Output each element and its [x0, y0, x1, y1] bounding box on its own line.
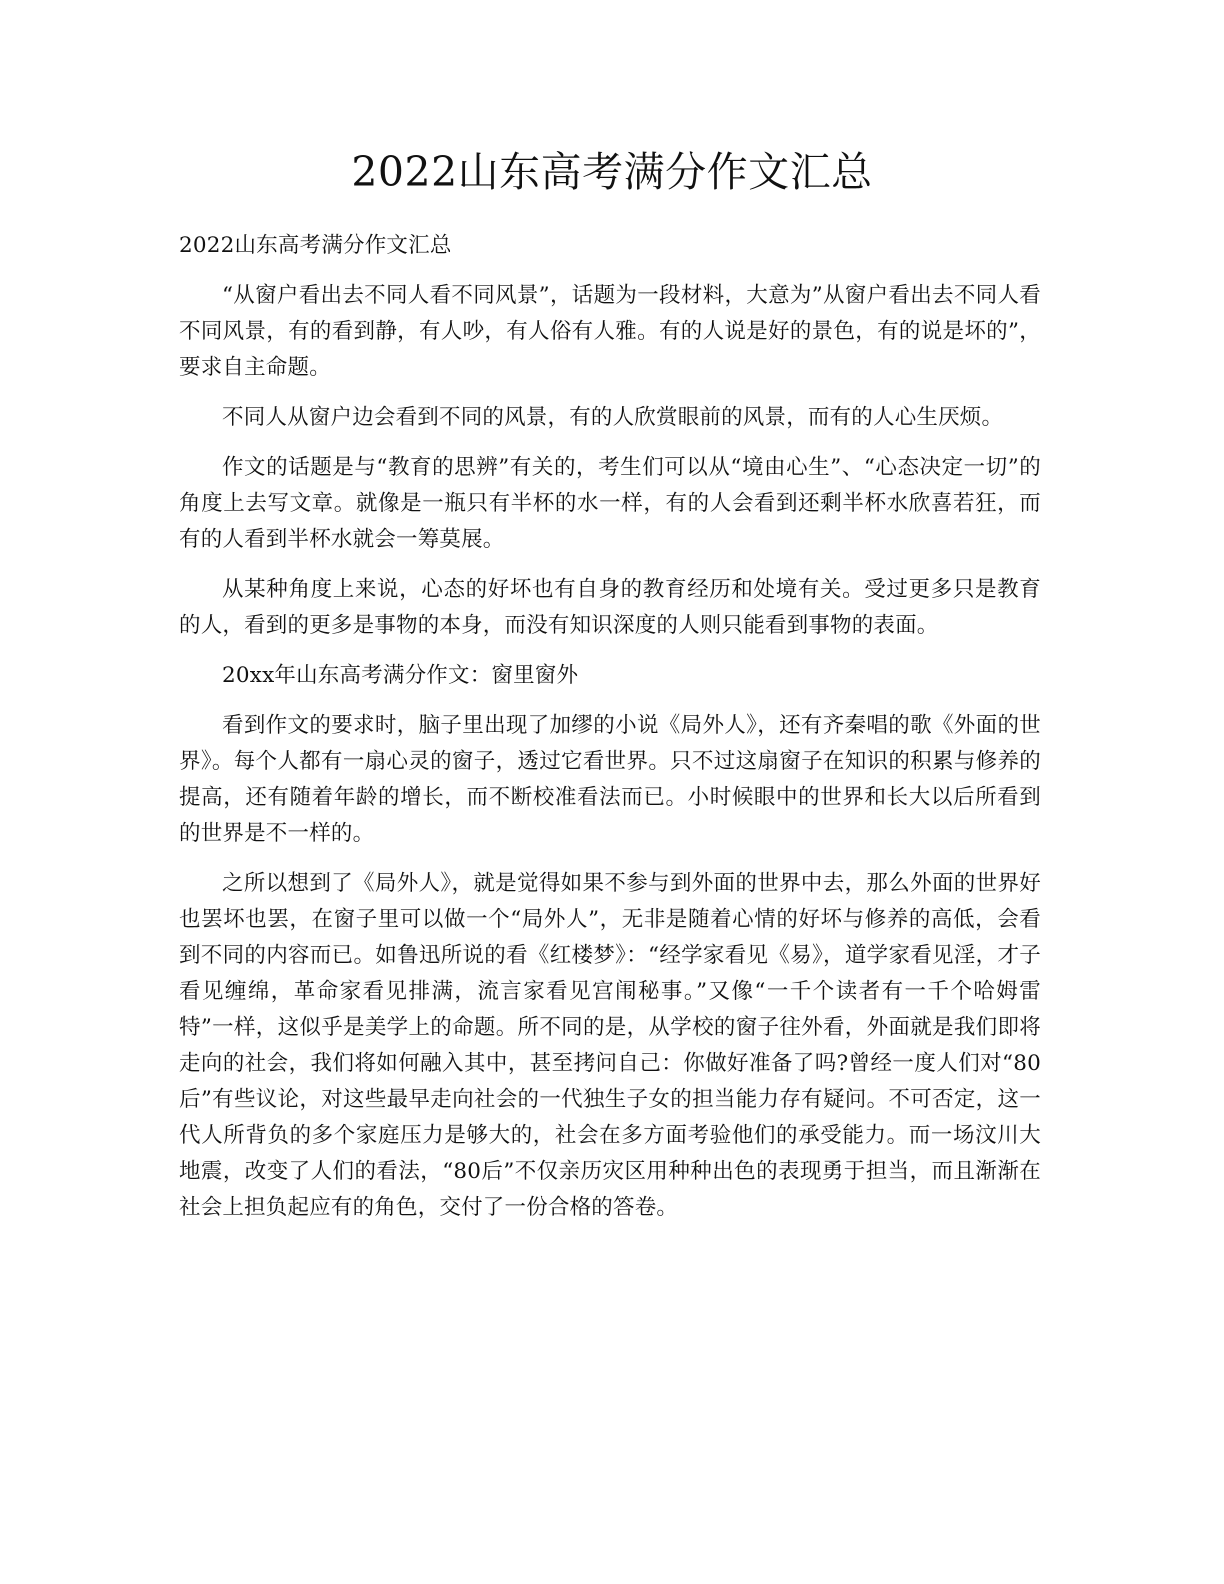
paragraph-education: 从某种角度上来说，心态的好坏也有自身的教育经历和处境有关。受过更多只是教育的人，看到的更多是事物的本身，而没有知识深度的人则只能看到事物的表面。	[179, 577, 1041, 638]
paragraph-views: 不同人从窗户边会看到不同的风景，有的人欣赏眼前的风景，而有的人心生厌烦。	[222, 405, 1004, 430]
paragraph-prompt: “从窗户看出去不同人看不同风景”，话题为一段材料，大意为”从窗户看出去不同人看不同风景，有的看到静，有人吵，有人俗有人雅。有的人说是好的景色，有的说是坏的”，要求自主命题。	[179, 283, 1041, 380]
document-title: 2022山东高考满分作文汇总	[351, 148, 873, 196]
body-subtitle: 2022山东高考满分作文汇总	[179, 233, 452, 258]
document-body	[179, 228, 1041, 1240]
essay-heading: 20xx年山东高考满分作文：窗里窗外	[222, 663, 579, 688]
paragraph-essay-1: 看到作文的要求时，脑子里出现了加缪的小说《局外人》，还有齐秦唱的歌《外面的世界》。每个人都有一扇心灵的窗子，透过它看世界。只不过这扇窗子在知识的积累与修养的提高，还有随着年龄的增长，而不断校准看法而已。小时候眼中的世界和长大以后所看到的世界是不一样的。	[179, 713, 1041, 846]
paragraph-topic: 作文的话题是与“教育的思辨”有关的，考生们可以从“境由心生”、“心态决定一切”的角度上去写文章。就像是一瓶只有半杯的水一样，有的人会看到还剩半杯水欣喜若狂，而有的人看到半杯水就会一筹莫展。	[179, 455, 1041, 552]
paragraph-essay-2: 之所以想到了《局外人》，就是觉得如果不参与到外面的世界中去，那么外面的世界好也罢坏也罢，在窗子里可以做一个“局外人”，无非是随着心情的好坏与修养的高低，会看到不同的内容而已。如鲁迅所说的看《红楼梦》：“经学家看见《易》，道学家看见淫，才子看见缠绵，革命家看见排满，流言家看见宫闱秘事。”又像“一千个读者有一千个哈姆雷特”一样，这似乎是美学上的命题。所不同的是，从学校的窗子往外看，外面就是我们即将走向的社会，我们将如何融入其中，甚至拷问自己：你做好准备了吗?曾经一度人们对“80后”有些议论，对这些最早走向社会的一代独生子女的担当能力存有疑问。不可否定，这一代人所背负的多个家庭压力是够大的，社会在多方面考验他们的承受能力。而一场汶川大地震，改变了人们的看法，“80后”不仅亲历灾区用种种出色的表现勇于担当，而且渐渐在社会上担负起应有的角色，交付了一份合格的答卷。	[179, 871, 1041, 1220]
